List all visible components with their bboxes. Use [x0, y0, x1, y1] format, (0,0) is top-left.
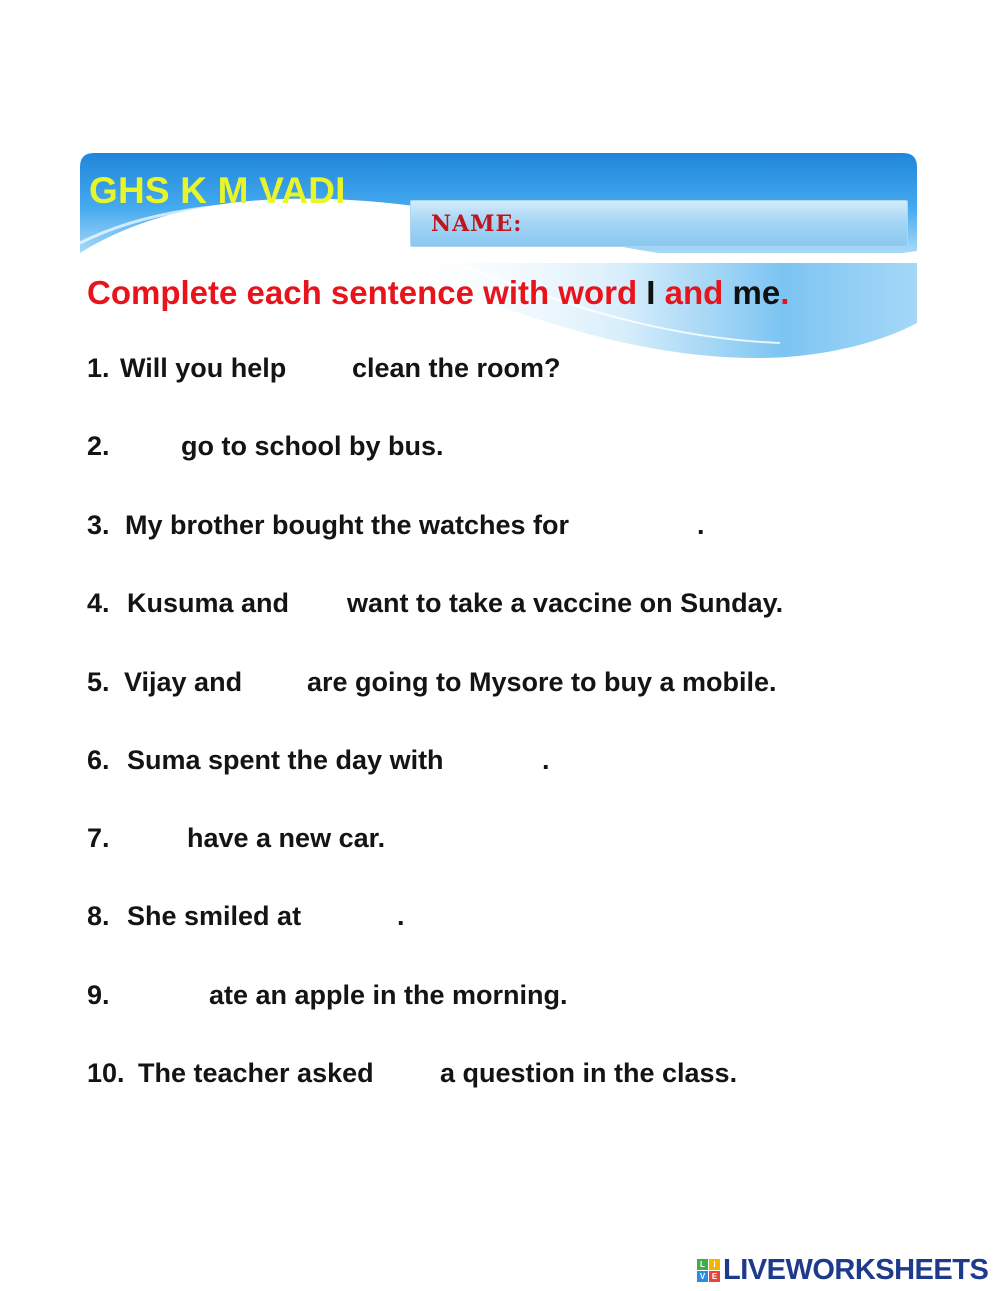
instruction-word-i: I — [646, 274, 656, 311]
question-text: Kusuma and — [127, 588, 290, 618]
question-text: She smiled at — [127, 901, 302, 931]
logo-mark-icon — [697, 1259, 720, 1282]
instruction-text-2: and — [655, 274, 733, 311]
question-number: 10. — [87, 1058, 125, 1088]
question-text: . — [697, 510, 705, 540]
question-text: My brother bought the watches for — [125, 510, 570, 540]
question-text: Vijay and — [124, 667, 243, 697]
question-text: . — [542, 745, 550, 775]
question-number: 7. — [87, 823, 110, 853]
question-text: Suma spent the day with — [127, 745, 444, 775]
question-text: have a new car. — [187, 823, 386, 853]
question-number: 3. — [87, 510, 110, 540]
instruction-text-1: Complete each sentence with word — [87, 274, 647, 311]
question-text: clean the room? — [352, 353, 561, 383]
logo-mark-tile: E — [709, 1271, 720, 1282]
question-text: Will you help — [120, 353, 287, 383]
question-number: 5. — [87, 667, 110, 697]
question-text: go to school by bus. — [181, 431, 444, 461]
instruction-heading — [87, 274, 789, 312]
logo-mark-tile: I — [709, 1259, 720, 1270]
question-number: 2. — [87, 431, 110, 461]
liveworksheets-logo — [697, 1254, 988, 1286]
question-text: The teacher asked — [138, 1058, 374, 1088]
logo-mark-tile: L — [697, 1259, 708, 1270]
question-text: a question in the class. — [440, 1058, 738, 1088]
question-number: 9. — [87, 980, 110, 1010]
question-number: 1. — [87, 353, 110, 383]
question-text: . — [397, 901, 405, 931]
logo-text: LIVEWORKSHEETS — [723, 1253, 989, 1286]
question-text: want to take a vaccine on Sunday. — [347, 588, 784, 618]
logo-mark-tile: V — [697, 1271, 708, 1282]
question-number: 6. — [87, 745, 110, 775]
instruction-period: . — [780, 274, 790, 311]
question-number: 8. — [87, 901, 110, 931]
instruction-word-me: me — [732, 274, 781, 311]
question-text: ate an apple in the morning. — [209, 980, 568, 1010]
name-label: NAME: — [431, 211, 523, 237]
school-name: GHS K M VADI — [89, 170, 346, 211]
question-number: 4. — [87, 588, 110, 618]
name-field[interactable] — [410, 200, 908, 247]
question-text: are going to Mysore to buy a mobile. — [307, 667, 777, 697]
